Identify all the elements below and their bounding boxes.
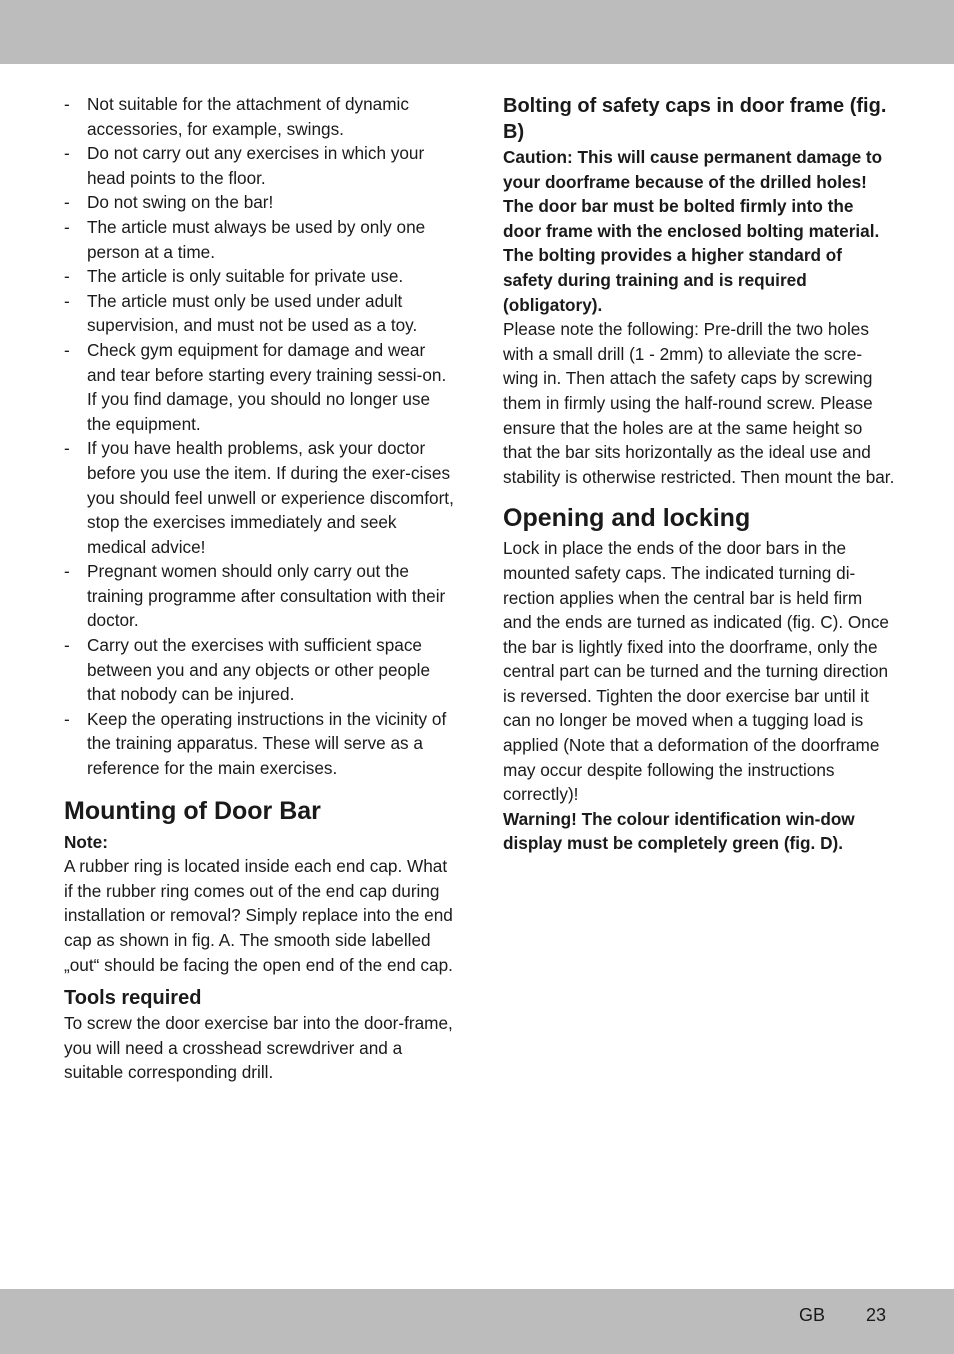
- tools-text: To screw the door exercise bar into the door-frame, you will need a crosshead screwdriver and a suitable corresponding drill.: [64, 1013, 453, 1083]
- header-band: [0, 0, 954, 64]
- list-item: - Carry out the exercises with sufficient space between you and any objects or other people that nobody can be injured.: [64, 633, 454, 707]
- caution-text: Caution: This will cause permanent damage to your doorframe because of the drilled holes! The door bar must be bolted firmly into the door frame with the enclosed bolting material.: [503, 147, 883, 241]
- left-column: [64, 92, 454, 1085]
- list-item: - Keep the operating instructions in the vicinity of the training apparatus. These will serve as a reference for the main exercises.: [64, 707, 454, 781]
- list-item: - Not suitable for the attachment of dynamic accessories, for example, swings.: [64, 92, 454, 141]
- list-item: - Do not carry out any exercises in which your head points to the floor.: [64, 141, 454, 190]
- predrill-text: Please note the following: Pre-drill the two holes with a small drill (1 - 2mm) to alleviate the scre-wing in. Then attach the safety caps by screwing them in firmly using the half-round screw. Please ensure that the holes are at the same height so that the bar sits horizontally as the ideal use and stability is otherwise restricted. Then mount the bar.: [503, 319, 895, 487]
- bolting-heading: Bolting of safety caps in door frame (fig. B): [503, 95, 887, 143]
- list-item: - The article is only suitable for private use.: [64, 264, 454, 289]
- right-column: [503, 92, 895, 856]
- opening-text: Lock in place the ends of the door bars in the mounted safety caps. The indicated turning di-rection applies when the central bar is held firm and the ends are turned as indicated (fig. C). Once the bar is lightly fixed into the doorframe, only the central part can be turned and the turning direction is reversed. Tighten the door exercise bar until it can no longer be moved when a tugging load is applied (Note that a deformation of the doorframe may occur despite following the instructions correctly)!: [503, 538, 889, 805]
- obligatory-text: The bolting provides a higher standard of safety during training and is required (obligatory).: [503, 245, 842, 315]
- list-item: - Pregnant women should only carry out the training programme after consultation with their doctor.: [64, 559, 454, 633]
- list-item: - Check gym equipment for damage and wear and tear before starting every training sessi-on. If you find damage, you should no longer use the equipment.: [64, 338, 454, 436]
- mounting-heading: Mounting of Door Bar: [64, 796, 321, 825]
- safety-bullet-list: [64, 92, 454, 781]
- note-text: A rubber ring is located inside each end cap. What if the rubber ring comes out of the end cap during installation or removal? Simply replace into the end cap as shown in fig. A. The smooth side labelled „out“ should be facing the open end of the end cap.: [64, 856, 453, 975]
- list-item: - The article must only be used under adult supervision, and must not be used as a toy.: [64, 289, 454, 338]
- list-item: - The article must always be used by only one person at a time.: [64, 215, 454, 264]
- list-item: - If you have health problems, ask your doctor before you use the item. If during the exer-cises you should feel unwell or experience discomfort, stop the exercises immediately and seek medical advice!: [64, 436, 454, 559]
- list-item: - Do not swing on the bar!: [64, 190, 454, 215]
- tools-heading: Tools required: [64, 987, 202, 1010]
- page-number: 23: [866, 1305, 887, 1325]
- opening-heading: Opening and locking: [503, 504, 751, 533]
- note-label: Note:: [64, 831, 108, 852]
- warning-text: Warning! The colour identification win-dow display must be completely green (fig. D).: [503, 808, 855, 854]
- footer-language: GB: [799, 1305, 826, 1325]
